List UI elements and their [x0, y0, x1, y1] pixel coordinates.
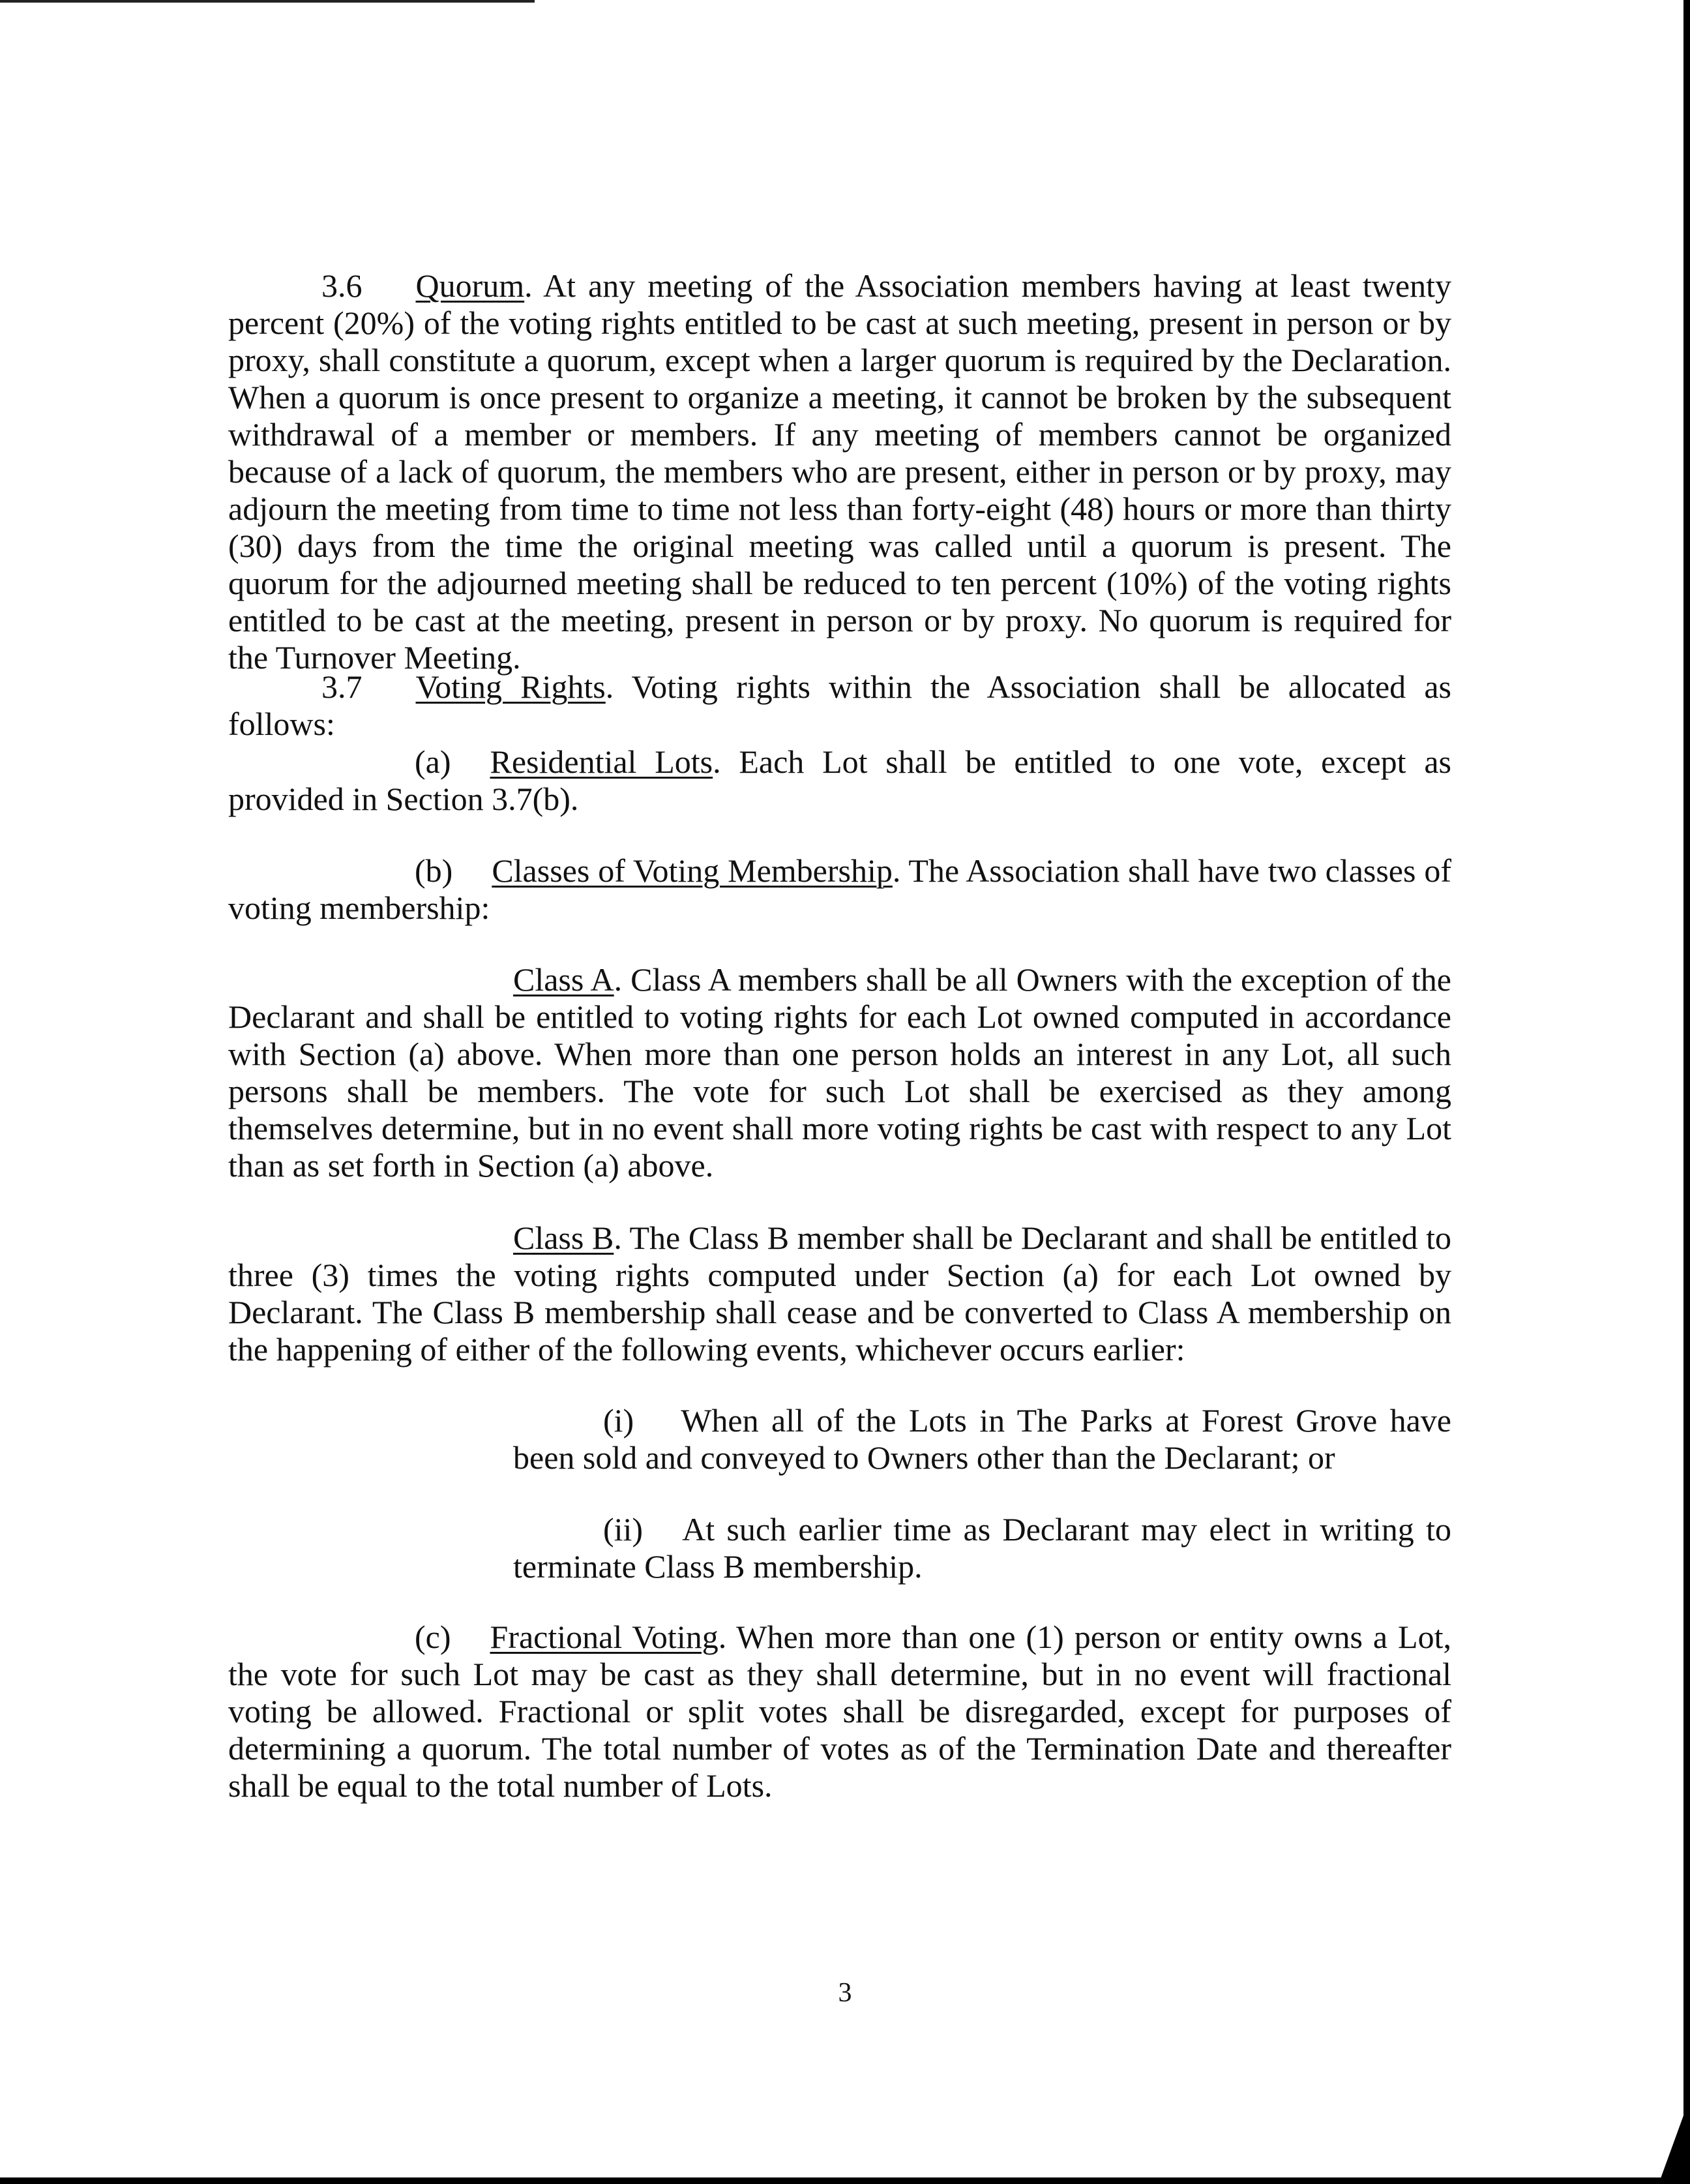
section-text: . At any meeting of the Association members having at least twenty percent (20%) of the voting rights entitled to be cast at such meeting, present in person or by proxy, shall constitute a quorum, except when a larger quorum is required by the Declaration. When a quorum is once present to organize a meeting, it cannot be broken by the subsequent withdrawal of a member or members. If any meeting of members cannot be organized because of a lack of quorum, the members who are present, either in person or by proxy, may adjourn the meeting from time to time not less than forty-eight (48) hours or more than thirty (30) days from the time the original meeting was called until a quorum is present. The quorum for the adjourned meeting shall be reduced to ten percent (10%) of the voting rights entitled to be cast at the meeting, present in person or by proxy. No quorum is required for the Turnover Meeting. — [228, 267, 1451, 676]
item-number: (ii) — [603, 1511, 644, 1548]
subsection-number: (a) — [415, 743, 451, 780]
class-b-paragraph — [228, 1219, 1451, 1368]
section-3-6-paragraph — [228, 267, 1451, 676]
section-number: 3.6 — [321, 267, 363, 304]
subsection-a-paragraph — [228, 743, 1451, 818]
class-text: . Class A members shall be all Owners with the exception of the Declarant and shall be entitled to voting rights for each Lot owned computed in accordance with Section (a) above. When more than one person holds an interest in any Lot, all such persons shall be members. The vote for such Lot shall be exercised as they among themselves determine, but in no event shall more voting rights be cast with respect to any Lot than as set forth in Section (a) above. — [228, 961, 1451, 1184]
subsection-heading: Fractional Voting — [490, 1619, 719, 1655]
subsection-heading: Classes of Voting Membership — [492, 852, 893, 889]
item-number: (i) — [603, 1402, 634, 1439]
subsection-heading: Residential Lots — [490, 743, 713, 780]
subsection-text: . Each Lot shall be entitled to one vote, except as provided in Section 3.7(b). — [228, 743, 1451, 817]
scan-corner-fold — [1660, 2108, 1686, 2180]
class-text: . The Class B member shall be Declarant and shall be entitled to three (3) times the voting rights computed under Section (a) for each Lot owned by Declarant. The Class B membership shall cease and be converted to Class A membership on the happening of either of the following events, whichever occurs earlier: — [228, 1219, 1452, 1368]
class-a-paragraph — [228, 961, 1451, 1184]
section-text: . Voting rights within the Association shall be allocated as follows: — [228, 668, 1451, 742]
scan-edge-top — [0, 0, 535, 3]
item-ii-paragraph — [513, 1511, 1451, 1585]
item-text: When all of the Lots in The Parks at Forest Grove have been sold and conveyed to Owners other than the Declarant; or — [513, 1402, 1451, 1476]
section-number: 3.7 — [321, 668, 363, 705]
subsection-text: . The Association shall have two classes of voting membership: — [228, 852, 1451, 926]
subsection-text: . When more than one (1) person or entity owns a Lot, the vote for such Lot may be cast as they shall determine, but in no event will fractional voting be allowed. Fractional or split votes shall be disregarded, except for purposes of determining a quorum. The total number of votes as of the Termination Date and thereafter shall be equal to the total number of Lots. — [228, 1619, 1451, 1804]
page-number: 3 — [838, 1978, 852, 2008]
class-heading: Class B — [513, 1219, 614, 1256]
subsection-c-paragraph — [228, 1619, 1451, 1804]
section-heading: Voting Rights — [415, 668, 606, 705]
scan-edge-right — [1683, 0, 1690, 2184]
subsection-number: (c) — [415, 1619, 451, 1655]
section-3-7-paragraph — [228, 668, 1451, 743]
item-i-paragraph — [513, 1402, 1451, 1476]
subsection-number: (b) — [415, 852, 453, 889]
scan-edge-bottom — [0, 2177, 1690, 2184]
section-heading: Quorum — [415, 267, 525, 304]
item-text: At such earlier time as Declarant may elect in writing to terminate Class B membership. — [513, 1511, 1451, 1585]
subsection-b-paragraph — [228, 852, 1451, 927]
class-heading: Class A — [513, 961, 614, 998]
